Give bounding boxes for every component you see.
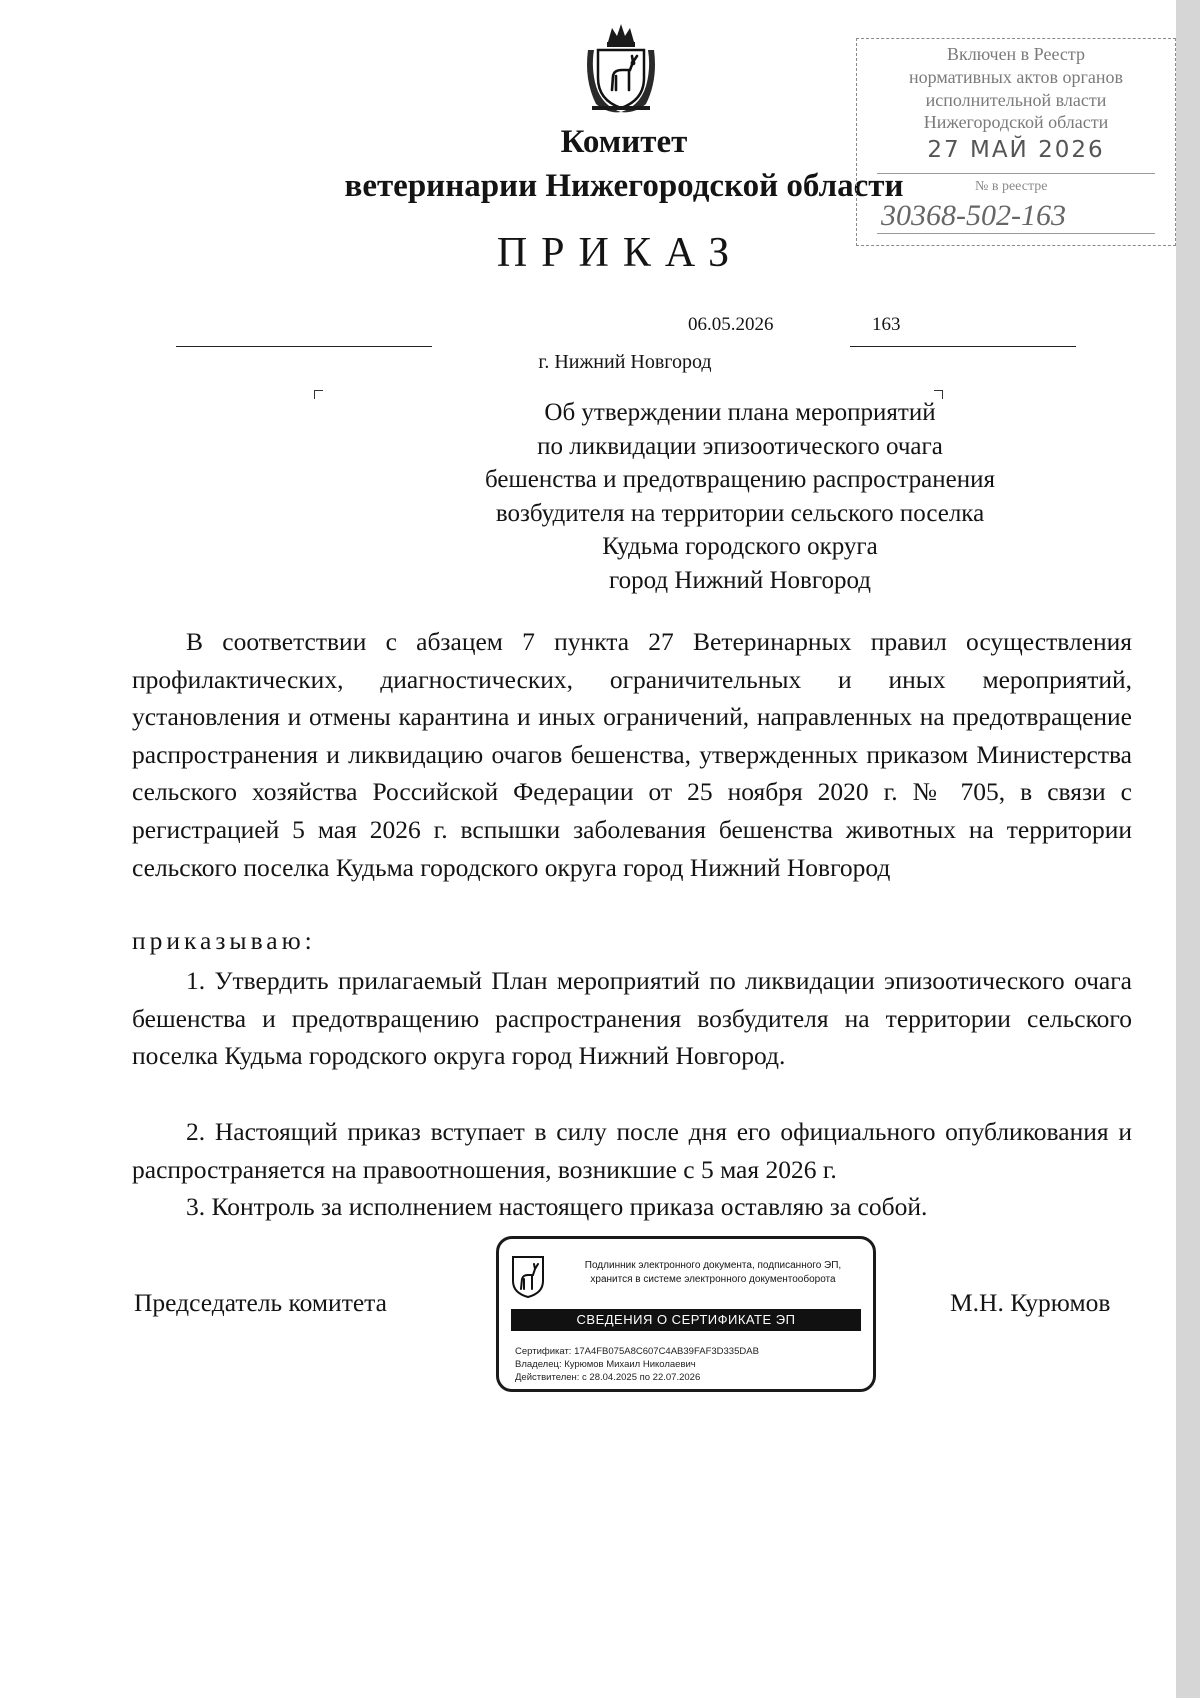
e-signature-note-line2: хранится в системе электронного документооборота [590, 1274, 836, 1285]
org-name-line2: ветеринарии Нижегородской области [344, 168, 904, 204]
registry-stamp-divider [877, 173, 1155, 174]
command-word: приказываю: [132, 926, 316, 955]
document-type: ПРИКАЗ [496, 230, 744, 276]
deer-emblem-icon [511, 1255, 545, 1299]
number-underline-right [850, 346, 1076, 347]
registry-stamp-underline [877, 233, 1155, 234]
title-line: возбудителя на территории сельского поселка [495, 499, 985, 527]
signer-title: Председатель комитета [134, 1288, 387, 1317]
e-signature-stamp [496, 1236, 876, 1392]
e-signature-details [515, 1345, 759, 1384]
order-title [300, 396, 1180, 597]
e-signature-note [557, 1259, 869, 1287]
title-line: город Нижний Новгород [609, 566, 871, 594]
title-line: по ликвидации эпизоотического очага [537, 432, 943, 460]
e-signature-banner: СВЕДЕНИЯ О СЕРТИФИКАТЕ ЭП [511, 1309, 861, 1331]
city: г. Нижний Новгород [538, 351, 712, 373]
e-signature-note-line1: Подлинник электронного документа, подписанного ЭП, [584, 1260, 842, 1271]
date-underline-left [176, 346, 432, 347]
org-name-line1: Комитет [560, 124, 688, 160]
registry-stamp-line3: исполнительной власти [925, 90, 1107, 110]
order-item-1: 1. Утвердить прилагаемый План мероприятий по ликвидации эпизоотического очага бешенства и предотвращению распространения возбудителя на территории сельского поселка Кудьма городского округа город Нижний Новгород. [132, 966, 1132, 1071]
preamble-paragraph: В соответствии с абзацем 7 пункта 27 Ветеринарных правил осуществления профилактических, диагностических, ограничительных и иных мероприятий, установления и отмены карантина и иных ограничений, направленных на предотвращение распространения и ликвидацию очагов бешенства, утвержденных приказом Министерства сельского хозяйства Российской Федерации от 25 ноября 2020 г. № 705, в связи с регистрацией 5 мая 2026 г. вспышки заболевания бешенства животных на территории сельского поселка Кудьма городского округа город Нижний Новгород [132, 627, 1132, 882]
certificate-owner: Владелец: Курюмов Михаил Николаевич [515, 1359, 696, 1370]
certificate-id: Сертификат: 17A4FB075A8C607C4AB39FAF3D335DAB [515, 1346, 759, 1357]
registry-stamp-line1: Включен в Реестр [947, 44, 1085, 64]
order-item-3: 3. Контроль за исполнением настоящего приказа оставляю за собой. [186, 1192, 928, 1221]
coat-of-arms-icon [582, 20, 660, 116]
order-number: 163 [872, 314, 901, 335]
registry-stamp [856, 38, 1176, 246]
order-item-2: 2. Настоящий приказ вступает в силу после дня его официального опубликования и распространяется на правоотношения, возникшие с 5 мая 2026 г. [132, 1117, 1132, 1184]
title-line: Кудьма городского округа [602, 533, 878, 560]
order-date: 06.05.2026 [688, 314, 774, 335]
title-line: бешенства и предотвращению распространения [485, 466, 995, 493]
registry-stamp-number-label: № в реестре [975, 179, 1048, 194]
signer-name: М.Н. Курюмов [950, 1288, 1111, 1317]
registry-stamp-line4: Нижегородской области [923, 112, 1109, 132]
registry-stamp-number: 30368-502-163 [881, 199, 1066, 232]
registry-stamp-date: 27 МАЙ 2026 [927, 137, 1105, 163]
title-line: Об утверждении плана мероприятий [544, 399, 936, 426]
certificate-validity: Действителен: с 28.04.2025 по 22.07.2026 [515, 1372, 701, 1383]
registry-stamp-line2: нормативных актов органов [908, 67, 1123, 87]
